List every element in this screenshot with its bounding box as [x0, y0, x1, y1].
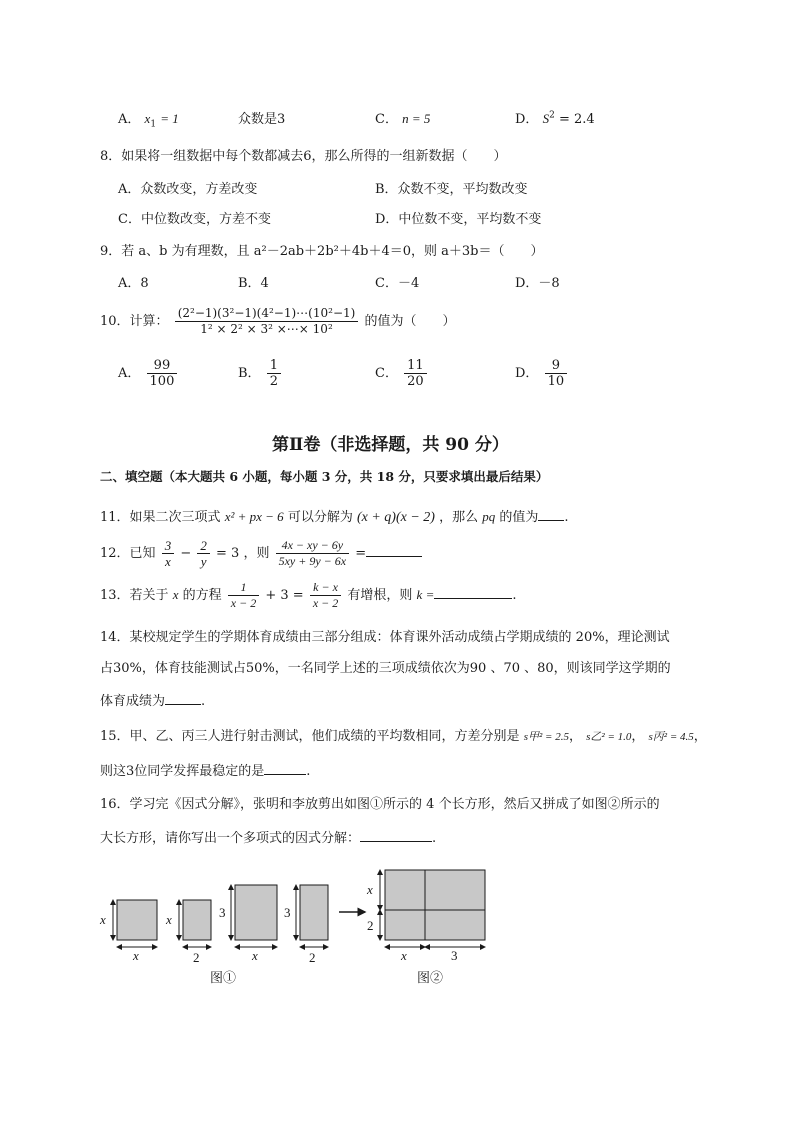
q12-p2: ，则 [243, 546, 270, 561]
q10-c-num: 11 [404, 358, 427, 374]
big-rect-top-left [385, 870, 425, 910]
q16-line1: 16．学习完《因式分解》，张明和李放剪出如图①所示的 4 个长方形，然后又拼成了如图②所示的 [100, 797, 660, 812]
q11-end: . [564, 510, 569, 525]
q7-c-letter: C． [375, 112, 398, 127]
q13-n1: 1 [228, 580, 259, 596]
q10-numerator: (2²−1)(3²−1)(4²−1)⋯(10²−1) [175, 306, 359, 322]
q11-expr3: pq [482, 509, 496, 524]
q8-option-d: D．中位数不变，平均数不变 [375, 212, 542, 227]
q13-p2: 的方程 [182, 588, 222, 603]
q8-option-c: C．中位数改变，方差不变 [118, 212, 271, 227]
q12-n1: 3 [162, 538, 175, 554]
q15-answer-blank[interactable] [264, 762, 306, 775]
q10-option-d [515, 358, 569, 389]
q9-option-d: D．－8 [515, 276, 560, 291]
q10-prefix: 10．计算： [100, 314, 169, 329]
q10-c-den: 20 [407, 374, 424, 389]
q10-denominator: 1² × 2² × 3² ×⋯× 10² [200, 322, 333, 336]
q10-a-letter: A． [118, 366, 141, 381]
q15-line2-text: 则这3位同学发挥最稳定的是 [100, 764, 265, 779]
q15-variance-1: s甲² = 2.5 [523, 731, 569, 743]
rect-x-by-2 [183, 900, 211, 940]
rect2-side-label: x [166, 912, 172, 927]
q7-c-expr: n = 5 [402, 111, 431, 126]
big-rect-bottom-left [385, 910, 425, 940]
q7-option-a: A． $x_1 = 1$ [118, 111, 179, 130]
q12-d3: 5xy + 9y − 6x [278, 554, 347, 568]
q10-b-num: 1 [267, 358, 281, 374]
q11-p1: 11．如果二次三项式 [100, 510, 221, 525]
big-rect-bottom-3: 3 [451, 948, 458, 963]
rect-3-by-2 [300, 885, 328, 940]
q15-end: . [306, 764, 311, 779]
q10-b-letter: B． [238, 366, 261, 381]
q14-line2: 占30%，体育技能测试占50%，一名同学上述的三项成绩依次为90 、70 、80，则该同学这学期的 [100, 661, 671, 676]
q7-d-expr: S [542, 111, 550, 126]
q10-b-den: 2 [269, 374, 278, 389]
q10-option-b [238, 358, 283, 389]
q7-a-expr: x [144, 111, 151, 126]
rect2-bottom-label: 2 [193, 950, 200, 965]
big-rect-top-right [425, 870, 485, 910]
q7-a-letter: A． [118, 112, 141, 127]
q12-p1: 12．已知 [100, 546, 156, 561]
q16-end: . [432, 831, 437, 846]
q9-option-c: C．－4 [375, 276, 420, 291]
q15-sep-1: ， [568, 729, 582, 744]
q13-end: . [512, 588, 517, 603]
q12-eq: = 3 [216, 546, 240, 561]
q13-kvar: k = [416, 587, 435, 602]
q13-d2: x − 2 [312, 596, 339, 610]
rect1-side-label: x [100, 912, 106, 927]
q16-answer-blank[interactable] [360, 829, 432, 842]
q8-option-a: A．众数改变，方差改变 [118, 182, 258, 197]
q10-option-a [118, 358, 179, 389]
rect4-side-label: 3 [284, 905, 291, 920]
q11-answer-blank[interactable] [538, 508, 564, 521]
rect3-bottom-label: x [252, 948, 258, 963]
q11 [100, 506, 569, 526]
q9-option-a: A．8 [118, 276, 149, 291]
q15-sep-3: ， [693, 729, 707, 744]
q10-fraction [175, 306, 359, 337]
q8-stem: 8．如果将一组数据中每个数都减去6，那么所得的一组新数据（ ） [100, 149, 507, 164]
q10-d-den: 10 [547, 374, 565, 389]
big-rect-bottom-x: x [401, 948, 407, 963]
figure-caption-1: 图① [210, 971, 237, 986]
q7-a-value: = 1 [160, 111, 179, 126]
q10-a-num: 99 [147, 358, 178, 374]
q8-option-b: B．众数不变，平均数改变 [375, 182, 528, 197]
q9-stem: 9．若 a、b 为有理数，且 a²－2ab＋2b²＋4b＋4＝0，则 a＋3b＝（ ） [100, 244, 544, 259]
q12-n3: 4x − xy − 6y [276, 538, 350, 554]
q10-a-den: 100 [149, 374, 175, 389]
rect1-bottom-label: x [133, 948, 139, 963]
q14-line3 [100, 690, 205, 709]
q7-b-text: 众数是3 [238, 112, 286, 127]
section-title: 第Ⅱ卷（非选择题，共 90 分） [272, 435, 509, 455]
q10-suffix: 的值为（ ） [364, 314, 456, 329]
q10-option-c [375, 358, 429, 389]
q12-d1: x [165, 554, 171, 569]
q7-option-c [375, 108, 430, 127]
q14-line1: 14．某校规定学生的学期体育成绩由三部分组成：体育课外活动成绩占学期成绩的 20%，理论测试 [100, 630, 670, 645]
q13-d1: x − 2 [230, 596, 257, 610]
q14-answer-blank[interactable] [165, 692, 201, 705]
q16-line2-text: 大长方形，请你写出一个多项式的因式分解： [100, 831, 361, 846]
q7-d-letter: D． [515, 112, 539, 127]
q12-eq2: = [355, 546, 367, 561]
big-rect-side-2: 2 [367, 918, 374, 933]
q11-p4: 的值为 [499, 510, 539, 525]
rect-x-by-x [117, 900, 157, 940]
section-header: 二、填空题（本大题共 6 小题，每小题 3 分，共 18 分，只要求填出最后结果） [100, 469, 549, 484]
q15-variance-3: s丙² = 4.5 [648, 731, 694, 743]
rect4-bottom-label: 2 [309, 950, 316, 965]
q11-p2: 可以分解为 [287, 510, 353, 525]
q15-line1 [100, 725, 707, 744]
q13-plus: + 3 = [265, 588, 304, 603]
q7-d-value: = 2.4 [558, 112, 595, 127]
q15-variance-2: s乙² = 1.0 [586, 731, 632, 743]
big-rect-side-x: x [367, 882, 373, 897]
q13-p1: 13．若关于 [100, 588, 169, 603]
factorization-figure [95, 860, 515, 990]
q15-line2 [100, 760, 310, 779]
rect3-side-label: 3 [219, 905, 226, 920]
q13-var: x [172, 587, 179, 602]
q12-n2: 2 [197, 538, 210, 554]
q16-line2 [100, 827, 436, 846]
q13 [100, 580, 516, 611]
q13-p3: 有增根，则 [347, 588, 413, 603]
q12-answer-blank[interactable] [366, 544, 422, 557]
q12-d2: y [200, 554, 207, 569]
q11-expr2: (x + q)(x − 2) [356, 510, 435, 525]
q13-answer-blank[interactable] [434, 586, 512, 599]
rect-3-by-x [235, 885, 277, 940]
q11-expr1: x² + px − 6 [224, 509, 284, 524]
q14-line3-text: 体育成绩为 [100, 694, 166, 709]
q7-option-d: D． $S^2 = 2.4$ [515, 110, 595, 127]
q7-option-b [238, 108, 285, 127]
q13-n2: k − x [310, 580, 341, 596]
big-rect-bottom-right [425, 910, 485, 940]
q15-sep-2: ， [631, 729, 645, 744]
figure-caption-2: 图② [417, 971, 444, 986]
q10-d-letter: D． [515, 366, 539, 381]
q10-c-letter: C． [375, 366, 398, 381]
q14-end: . [201, 694, 206, 709]
q11-p3: ，那么 [439, 510, 479, 525]
q15-line1-text: 15．甲、乙、丙三人进行射击测试，他们成绩的平均数相同，方差分别是 [100, 729, 520, 744]
q9-option-b: B．4 [238, 276, 269, 291]
q10-d-num: 9 [545, 358, 568, 374]
q12 [100, 538, 422, 569]
q12-minus: − [180, 546, 192, 561]
q10-stem [100, 306, 455, 337]
